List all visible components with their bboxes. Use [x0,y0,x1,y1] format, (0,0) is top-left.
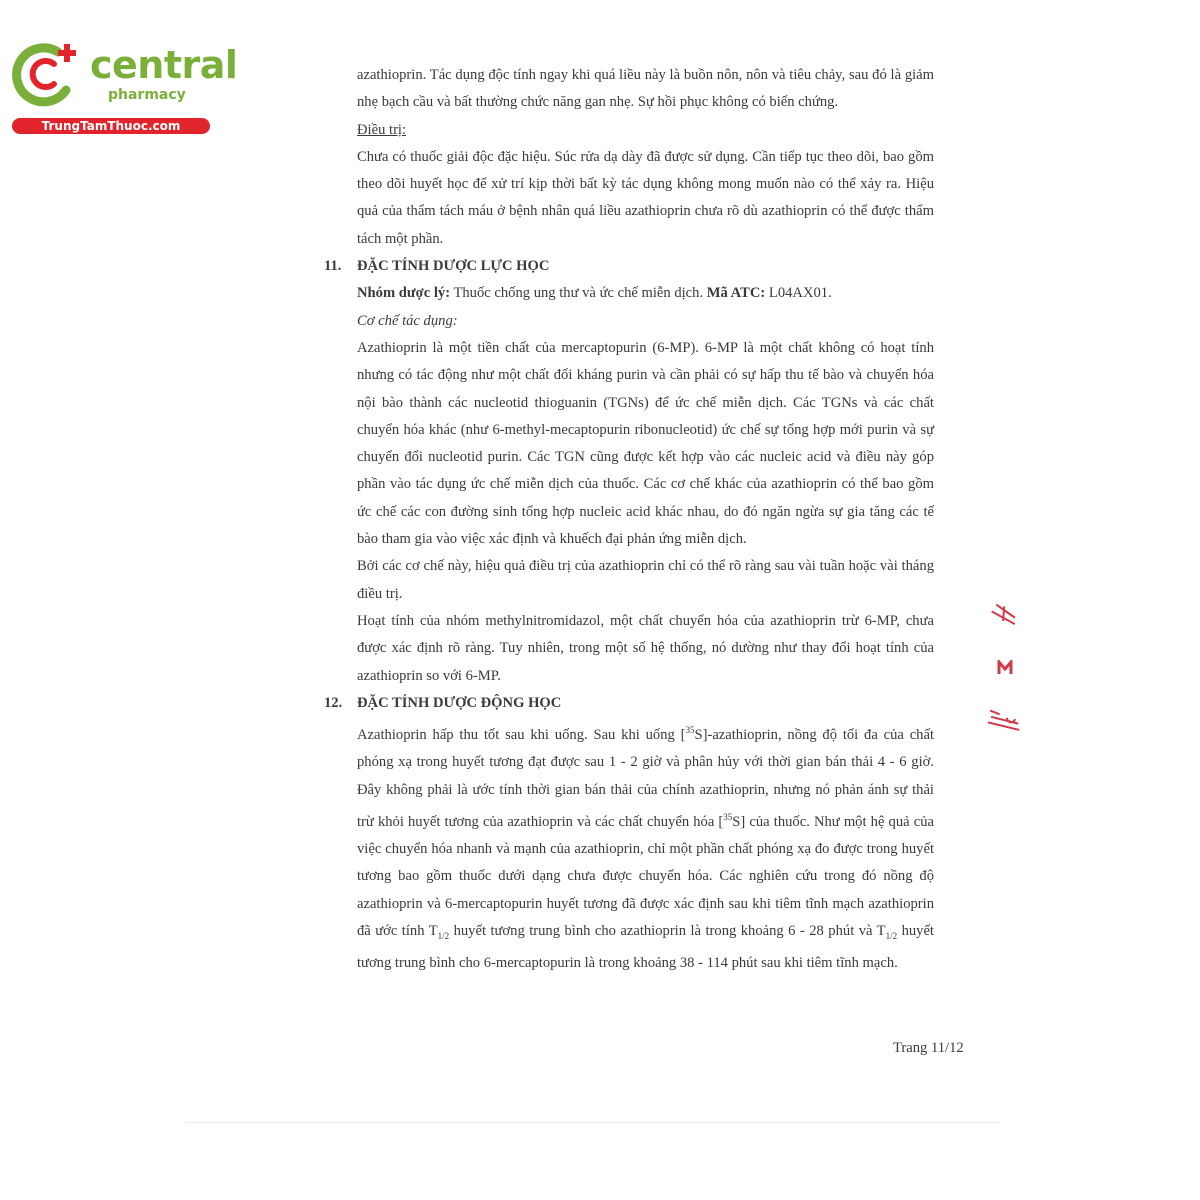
group-label: Nhóm dược lý: [357,285,451,302]
mechanism-paragraph-2: Bởi các cơ chế này, hiệu quả điều trị của azathioprin chỉ có thể rõ ràng sau vài tuần hoặc vài tháng điều trị. [357,558,934,602]
pharmacological-group [357,280,934,307]
brand-website-badge: TrungTamThuoc.com [12,118,210,134]
scan-artifact-line [185,1122,1000,1123]
treatment-paragraph: Chưa có thuốc giải độc đặc hiệu. Súc rửa dạ dày đã được sử dụng. Cần tiếp tục theo dõi, bao gồm theo dõi huyết học để xử trí kịp thời bất kỳ tác dụng không mong muốn nào có thể xảy ra. Hiệu quả của thẩm tách máu ở bệnh nhân quá liều azathioprin chưa rõ dù azathioprin có thể được thẩm tách một phần. [357,148,934,247]
pk-text-e: huyết tương trung bình cho 6-mercaptopurin là trong khoảng 38 - 114 phút sau khi tiêm tĩnh mạch. [357,922,934,972]
pk-sup-a: 35 [685,725,695,736]
pk-text-b: S]-azathioprin, nồng độ tối đa của chất phóng xạ trong huyết tương đạt được sau 1 - 2 giờ và phân hủy với thời gian bán thải 4 - 6 giờ. Đây không phải là ước tính thời gian bán thải của chính azathioprin, nhưng nó phản ánh sự thải trừ khỏi huyết tương của azathioprin và các chất chuyển hóa [ [357,726,935,830]
section-11-title: ĐẶC TÍNH DƯỢC LỰC HỌC [357,258,550,275]
group-text: Thuốc chống ung thư và ức chế miễn dịch. [450,285,707,302]
pharmacokinetics-paragraph [357,717,934,977]
pk-text-c: S] của thuốc. Như một hệ quả của việc chuyển hóa nhanh và mạnh của azathioprin, chỉ một phần chất phóng xạ đo được trong huyết tương bao gồm thuốc dưới dạng chưa được chuyển hóa. Các nghiên cứu trong đó nồng độ azathioprin và 6-mercaptopurin huyết tương đã được xác định sau khi tiêm tĩnh mạch azathioprin đã ước tính T [357,813,934,939]
stamp-mark-top [985,599,1027,630]
mechanism-paragraph-1: Azathioprin là một tiền chất của mercaptopurin (6-MP). 6-MP là một chất không có hoạt tính nhưng có tác động như một chất đối kháng purin và cần phải có sự hấp thu tế bào và chuyển hóa nội bào thành các nucleotid thioguanin (TGNs) để ức chế miễn dịch. Các TGNs và các chất chuyển hóa khác (như 6-methyl-mecaptopurin ribonucleotid) ức chế sự tổng hợp mới purin và sự chuyển đổi nucleotid purin. Các TGN cũng được kết hợp vào các nucleic acid và điều này góp phần vào tác dụng ức chế miễn dịch của thuốc. Các cơ chế khác của azathioprin có thể bao gồm ức chế các con đường sinh tổng hợp nucleic acid khác nhau, do đó ngăn ngừa sự gia tăng các tế bào tham gia vào việc xác định và khuếch đại phản ứng miễn dịch. [357,339,934,548]
section-12-title: ĐẶC TÍNH DƯỢC ĐỘNG HỌC [357,694,562,711]
atc-code: L04AX01. [765,285,832,302]
stamp-mark-middle [996,660,1016,679]
section-12-number: 12. [324,694,343,711]
mechanism-paragraph-3: Hoạt tính của nhóm methylnitromidazol, một chất chuyển hóa của azathioprin trừ 6-MP, chưa được xác định rõ ràng. Tuy nhiên, trong một số hệ thống, nó dường như thay đổi hoạt tính của azathioprin so với 6-MP. [357,612,934,684]
atc-label: Mã ATC: [706,285,766,302]
stamp-mark-bottom [983,708,1029,735]
section-11-number: 11. [324,258,342,275]
page-number: Trang 11/12 [893,1040,964,1056]
pk-sup-b: 35 [723,811,733,822]
brand-subtitle: pharmacy [108,87,186,103]
central-pharmacy-logo-icon [10,38,90,108]
overdose-paragraph: azathioprin. Tác dụng độc tính ngay khi quá liều này là buồn nôn, nôn và tiêu chảy, sau đó là giảm nhẹ bạch cầu và bất thường chức năng gan nhẹ. Sự hồi phục không có biến chứng. [357,67,934,111]
brand-logo [10,38,238,138]
pk-text-d: huyết tương trung bình cho azathioprin là trong khoảng 6 - 28 phút và T [449,922,886,939]
pk-text-a: Azathioprin hấp thu tốt sau khi uống. Sau khi uống [ [357,726,686,743]
section-11-heading [324,253,934,280]
mechanism-label: Cơ chế tác dụng: [357,312,458,329]
section-12-heading [324,690,934,717]
document-body [324,62,935,977]
treatment-label: Điều trị: [357,121,407,138]
brand-name: central [90,43,238,87]
pk-sub-a: 1/2 [437,930,450,941]
pk-sub-b: 1/2 [885,930,898,941]
